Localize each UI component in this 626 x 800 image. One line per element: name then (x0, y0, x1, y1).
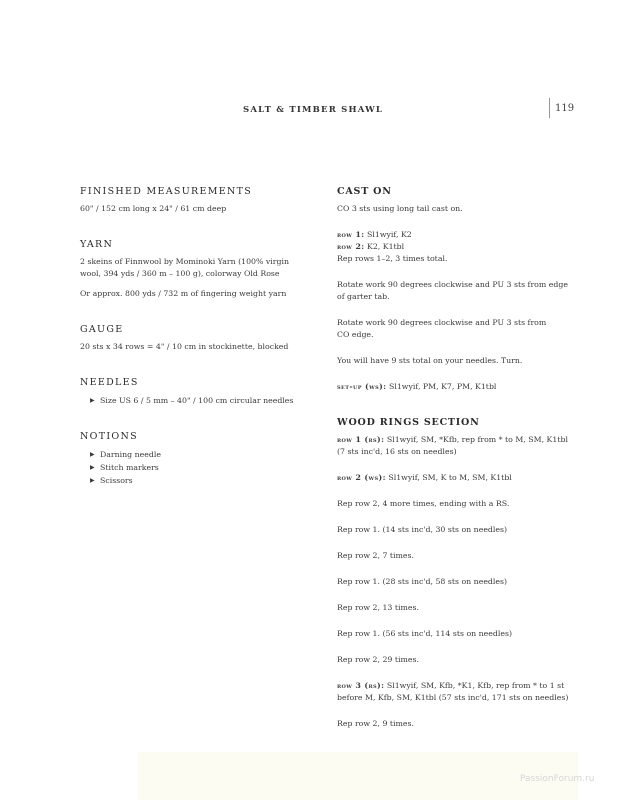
yarn-line-2: wool, 394 yds / 360 m – 100 g), colorway Old Rose (80, 269, 280, 278)
cast-on-heading: CAST ON (337, 186, 392, 197)
bullet-icon: ▶ (90, 464, 95, 471)
yarn-line-3: Or approx. 800 yds / 732 m of fingering weight yarn (80, 289, 287, 298)
instruction-line: Rep row 1. (28 sts inc'd, 58 sts on needles) (337, 577, 508, 586)
cast-on-row-2: row 2: K2, K1tbl (337, 242, 405, 251)
yarn-line-1: 2 skeins of Finnwool by Mominoki Yarn (100% virgin (80, 257, 290, 266)
cast-on-total: You will have 9 sts total on your needles. Turn. (337, 356, 523, 365)
wood-rings-heading: WOOD RINGS SECTION (337, 417, 480, 428)
watermark: PassionForum.ru (520, 774, 595, 784)
gauge-text: 20 sts x 34 rows = 4" / 10 cm in stockinette, blocked (80, 342, 289, 351)
instruction-line: Rep row 1. (56 sts inc'd, 114 sts on needles) (337, 629, 513, 638)
gauge-heading: GAUGE (80, 324, 124, 335)
bullet-icon: ▶ (90, 397, 95, 404)
cast-on-repeat: Rep rows 1–2, 3 times total. (337, 254, 448, 263)
list-item: ▶ Scissors (90, 476, 133, 485)
finished-measurements-heading: FINISHED MEASUREMENTS (80, 186, 253, 197)
wood-row-2: row 2 (ws): Sl1wyif, SM, K to M, SM, K1tbl (337, 473, 512, 482)
wood-row-1-line-1: row 1 (rs): Sl1wyif, SM, *Kfb, rep from * to M, SM, K1tbl (337, 435, 568, 444)
bullet-icon: ▶ (90, 477, 95, 484)
wood-row-3-line-1: row 3 (rs): Sl1wyif, SM, Kfb, *K1, Kfb, rep from * to 1 st (337, 681, 565, 690)
finished-measurements-text: 60" / 152 cm long x 24" / 61 cm deep (80, 204, 227, 213)
instruction-line: Rep row 2, 9 times. (337, 719, 414, 728)
list-item: ▶ Size US 6 / 5 mm – 40" / 100 cm circular needles (90, 396, 294, 405)
needles-heading: NEEDLES (80, 377, 139, 388)
instruction-line: Rep row 2, 13 times. (337, 603, 419, 612)
instruction-line: Rep row 2, 4 more times, ending with a RS. (337, 499, 510, 508)
page-number: 119 (555, 103, 575, 114)
set-up-row: set-up (ws): Sl1wyif, PM, K7, PM, K1tbl (337, 382, 497, 391)
needles-list (80, 394, 315, 407)
running-header-title: SALT & TIMBER SHAWL (243, 105, 383, 115)
notions-list (80, 448, 315, 487)
rotate-1-line-2: of garter tab. (337, 292, 390, 301)
list-item: ▶ Stitch markers (90, 463, 159, 472)
instruction-line: Rep row 1. (14 sts inc'd, 30 sts on needles) (337, 525, 508, 534)
instruction-line: Rep row 2, 29 times. (337, 655, 419, 664)
wood-row-1-line-2: (7 sts inc'd, 16 sts on needles) (337, 447, 457, 456)
footer-band (138, 752, 578, 800)
bullet-icon: ▶ (90, 451, 95, 458)
left-column (80, 186, 315, 487)
cast-on-intro: CO 3 sts using long tail cast on. (337, 204, 463, 213)
cast-on-row-1: row 1: Sl1wyif, K2 (337, 230, 412, 239)
rotate-1-line-1: Rotate work 90 degrees clockwise and PU 3 sts from edge (337, 280, 568, 289)
right-column (337, 186, 587, 730)
yarn-heading: YARN (80, 239, 114, 250)
list-item: ▶ Darning needle (90, 450, 161, 459)
instruction-line: Rep row 2, 7 times. (337, 551, 414, 560)
wood-row-3-line-2: before M, Kfb, SM, K1tbl (57 sts inc'd, 171 sts on needles) (337, 693, 569, 702)
rotate-2-line-2: CO edge. (337, 330, 374, 339)
notions-heading: NOTIONS (80, 431, 138, 442)
rotate-2-line-1: Rotate work 90 degrees clockwise and PU 3 sts from (337, 318, 547, 327)
